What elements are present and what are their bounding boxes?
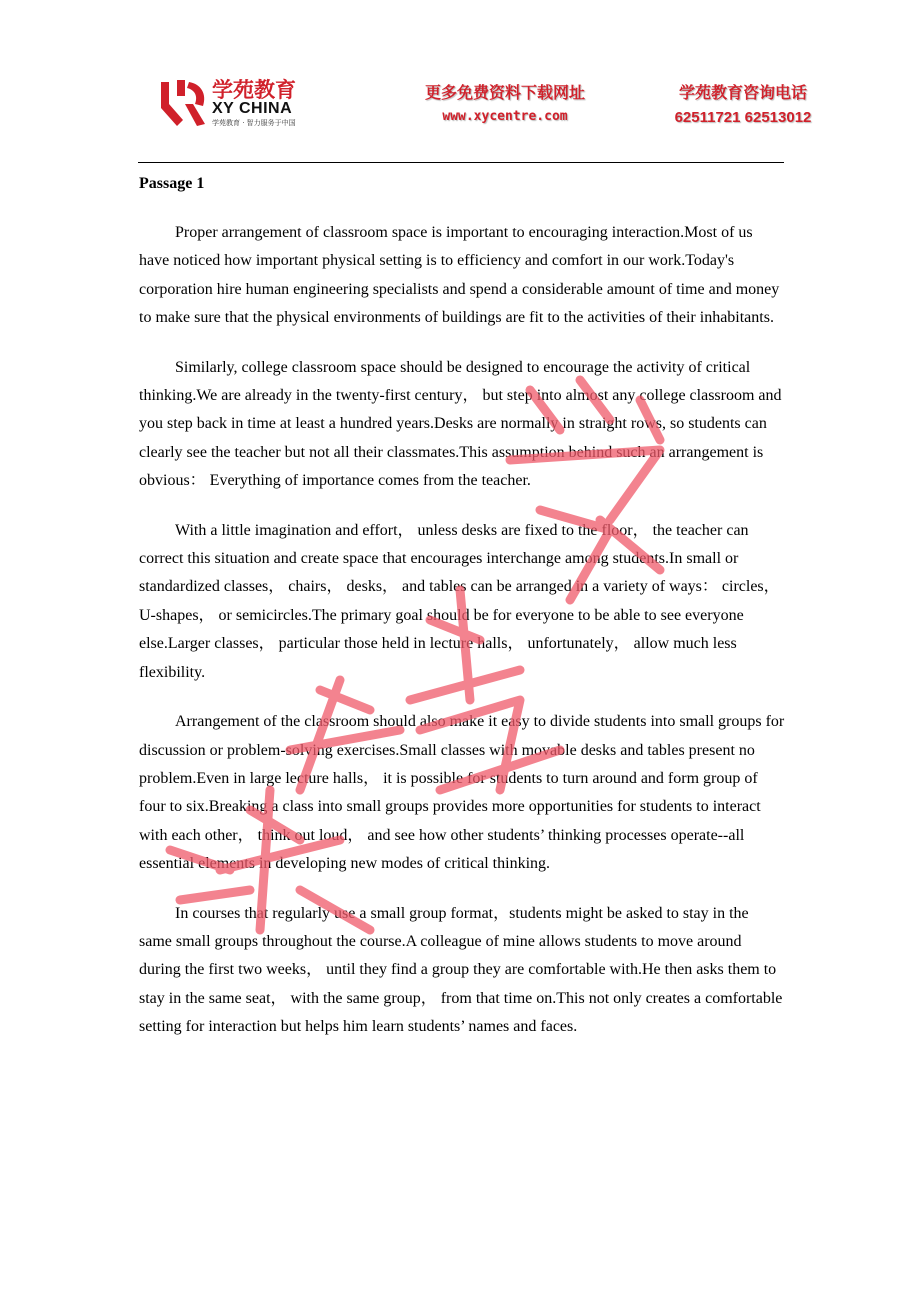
paragraph: Similarly, college classroom space should be designed to encourage the activity of critical thinking.We are already in the twenty-first century， but step into almost any college classroom and you step back in time at least a hundred years.Desks are normally in straight rows, so students can clearly see the teacher but not all their classmates.This assumption behind such an arrangement is obvious： Everything of importance comes from the teacher. <box>139 358 782 490</box>
hotline-info <box>662 80 824 126</box>
paragraph: Arrangement of the classroom should also make it easy to divide students into small groups for discussion or problem-solving exercises.Small classes with movable desks and tables present no problem.Even in large lecture halls， it is possible for students to turn around and form group of four to six.Breaking a class into small groups provides more opportunities for students to interact with each other， think out loud， and see how other students’ thinking processes operate--all essential elements in developing new modes of critical thinking. <box>139 713 785 873</box>
xy-logo-mark-icon <box>155 74 211 130</box>
logo-tagline: 学苑教育 · 智力服务于中国 <box>212 119 296 127</box>
logo-chinese-name: 学苑教育 <box>212 78 296 102</box>
download-label: 更多免费资料下载网址 <box>424 83 585 102</box>
header-divider <box>138 162 784 163</box>
website-link[interactable]: www.xycentre.com <box>442 109 568 124</box>
paragraph: In courses that regularly use a small group format，students might be asked to stay in the same small groups throughout the course.A colleague of mine allows students to move around during the first two weeks， until they find a group they are comfortable with.He then asks them to stay in the same seat， with the same group， from that time on.This not only creates a comfortable setting for interaction but helps him learn students’ names and faces. <box>139 904 783 1036</box>
page-header <box>0 0 920 160</box>
document-body <box>139 170 785 1063</box>
passage-title: Passage 1 <box>139 175 205 192</box>
hotline-label: 学苑教育咨询电话 <box>678 83 807 102</box>
xy-china-logo <box>155 74 325 130</box>
download-info <box>410 80 600 124</box>
paragraph: Proper arrangement of classroom space is important to encouraging interaction.Most of us have noticed how important physical setting is to efficiency and comfort in our work.Today's corporation hire human engineering specialists and spend a considerable amount of time and money to make sure that the physical environments of buildings are fit to the activities of their inhabitants. <box>139 224 780 327</box>
hotline-phones: 62511721 62513012 <box>674 109 812 126</box>
paragraph: With a little imagination and effort， unless desks are fixed to the floor， the teacher can correct this situation and create space that encourages interchange among students.In small or standardized classes， chairs， desks， and tables can be arranged in a variety of ways： circles， U-shapes， or semicircles.The primary goal should be for everyone to be able to see everyone else.Larger classes， particular those held in lecture halls， unfortunately， allow much less flexibility. <box>139 521 780 681</box>
logo-english-name: XY CHINA <box>212 100 293 117</box>
